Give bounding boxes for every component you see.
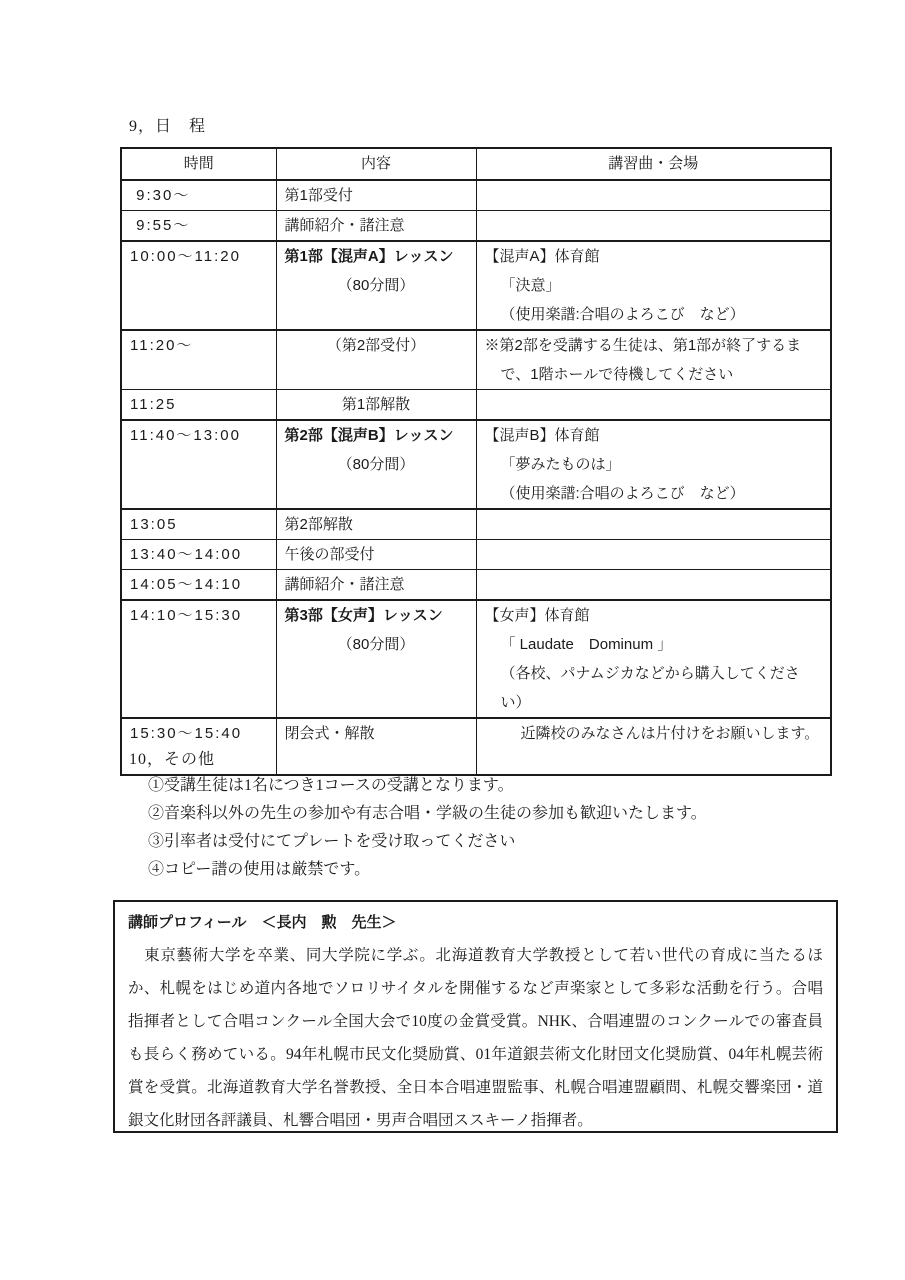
venue-cell (476, 509, 831, 540)
schedule-row (121, 600, 831, 718)
time-cell: 15:30～15:40 (121, 718, 276, 775)
time-cell: 9:55～ (121, 211, 276, 242)
column-header-time: 時間 (121, 148, 276, 180)
time-cell: 9:30～ (121, 180, 276, 211)
schedule-header-row (121, 148, 831, 180)
venue-line: 【混声A】体育館 (484, 248, 600, 265)
content-line: 閉会式・解散 (284, 725, 375, 742)
time-cell: 11:20～ (121, 330, 276, 390)
content-line: 第2部解散 (284, 516, 353, 533)
profile-body: 東京藝術大学を卒業、同大学院に学ぶ。北海道教育大学教授として若い世代の育成に当たるほか、札幌をはじめ道内各地でソロリサイタルを開催するなど声楽家として多彩な活動を行う。合唱指揮者として合唱コンクール全国大会で10度の金賞受賞。NHK、合唱連盟のコンクールでの審査員も長らく務めている。94年札幌市民文化奨励賞、01年道銀芸術文化財団文化奨励賞、04年札幌芸術賞を受賞。北海道教育大学名誉教授、全日本合唱連盟監事、札幌合唱連盟顧問、札幌交響楽団・道銀文化財団各評議員、札響合唱団・男声合唱団ススキーノ指揮者。 (128, 947, 823, 1129)
schedule-row (121, 180, 831, 211)
time-cell: 11:40～13:00 (121, 420, 276, 509)
content-line: 講師紹介・諸注意 (284, 217, 405, 234)
schedule-row (121, 420, 831, 509)
content-line: 第1部解散 (341, 396, 411, 413)
schedule-row (121, 509, 831, 540)
venue-line: （使用楽譜:合唱のよろこび など） (500, 485, 745, 502)
content-line: （80分間） (337, 277, 415, 294)
content-cell (276, 420, 476, 509)
time-cell: 11:25 (121, 390, 276, 421)
note-item: ④コピー譜の使用は厳禁です。 (148, 861, 371, 878)
content-cell (276, 241, 476, 330)
content-cell (276, 600, 476, 718)
content-line: 第1部【混声A】レッスン (284, 248, 454, 265)
content-line: （80分間） (337, 636, 415, 653)
other-notes-list (148, 772, 707, 884)
content-line: 講師紹介・諸注意 (284, 576, 405, 593)
venue-cell (476, 180, 831, 211)
note-item: ③引率者は受付にてプレートを受け取ってください (148, 833, 516, 850)
schedule-row (121, 211, 831, 242)
schedule-row (121, 718, 831, 775)
venue-line: 近隣校のみなさんは片付けをお願いします。 (520, 725, 820, 742)
venue-cell (476, 390, 831, 421)
time-cell: 14:05～14:10 (121, 570, 276, 601)
content-cell (276, 211, 476, 242)
content-cell (276, 570, 476, 601)
venue-line: ※第2部を受講する生徒は、第1部が終了するま (484, 337, 802, 354)
venue-cell (476, 330, 831, 390)
venue-line: 「決意」 (500, 277, 561, 294)
venue-line: で、1階ホールで待機してください (500, 366, 734, 383)
schedule-row (121, 540, 831, 570)
venue-cell (476, 540, 831, 570)
venue-cell (476, 600, 831, 718)
schedule-table (120, 147, 832, 776)
schedule-row (121, 330, 831, 390)
venue-cell (476, 570, 831, 601)
venue-line: 【混声B】体育館 (484, 427, 600, 444)
content-line: 第2部【混声B】レッスン (284, 427, 454, 444)
content-line: （80分間） (337, 456, 415, 473)
time-cell: 10:00～11:20 (121, 241, 276, 330)
note-item: ①受講生徒は1名につき1コースの受講となります。 (148, 777, 514, 794)
content-line: 午後の部受付 (284, 546, 375, 563)
venue-cell (476, 420, 831, 509)
content-line: 第3部【女声】レッスン (284, 607, 443, 624)
venue-cell (476, 241, 831, 330)
venue-cell (476, 211, 831, 242)
schedule-row (121, 241, 831, 330)
section-10-heading: 10，その他 (129, 751, 216, 768)
section-9-heading: 9，日 程 (129, 118, 207, 135)
time-cell: 14:10～15:30 (121, 600, 276, 718)
content-line: （第2部受付） (326, 337, 426, 354)
profile-title: 講師プロフィール ＜長内 勲 先生＞ (128, 914, 397, 931)
content-cell (276, 330, 476, 390)
time-cell: 13:40～14:00 (121, 540, 276, 570)
time-cell: 13:05 (121, 509, 276, 540)
instructor-profile-box (113, 900, 838, 1133)
note-item: ②音楽科以外の先生の参加や有志合唱・学級の生徒の参加も歓迎いたします。 (148, 805, 707, 822)
schedule-row (121, 390, 831, 421)
content-cell (276, 509, 476, 540)
content-cell (276, 390, 476, 421)
schedule-row (121, 570, 831, 601)
venue-line: 「 Laudate Dominum 」 (500, 636, 673, 653)
content-cell (276, 180, 476, 211)
venue-cell (476, 718, 831, 775)
venue-line: （使用楽譜:合唱のよろこび など） (500, 306, 745, 323)
column-header-venue: 講習曲・会場 (476, 148, 831, 180)
venue-line: （各校、パナムジカなどから購入してください） (500, 665, 800, 711)
content-line: 第1部受付 (284, 187, 353, 204)
venue-line: 「夢みたものは」 (500, 456, 621, 473)
content-cell (276, 540, 476, 570)
content-cell (276, 718, 476, 775)
column-header-content: 内容 (276, 148, 476, 180)
venue-line: 【女声】体育館 (484, 607, 590, 624)
